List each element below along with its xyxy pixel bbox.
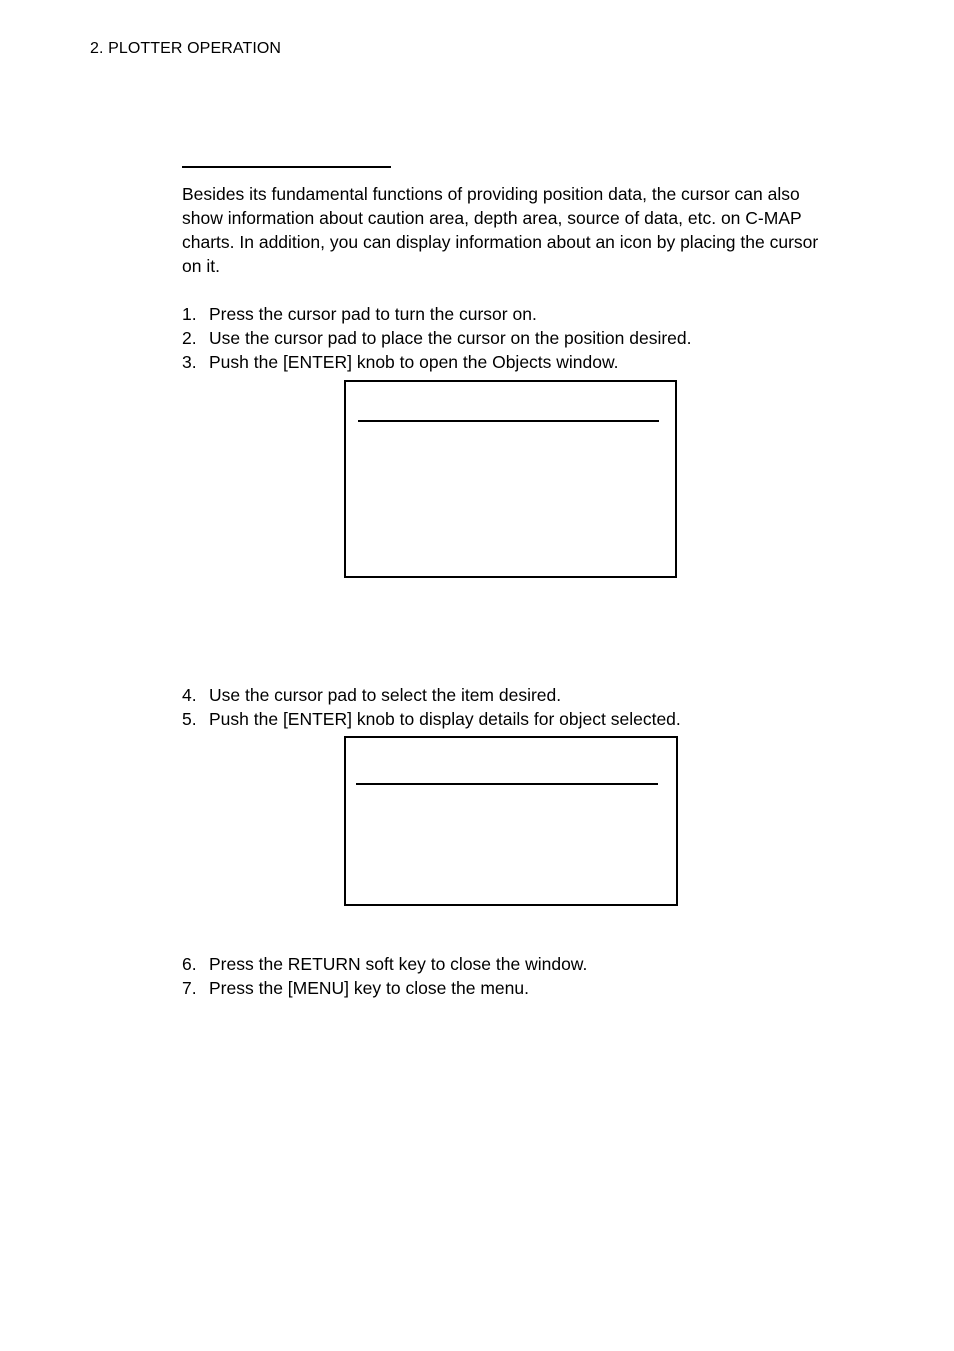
procedure-steps-1-3 bbox=[182, 302, 842, 374]
intro-paragraph: Besides its fundamental functions of providing position data, the cursor can also show information about caution area, depth area, source of data, etc. on C-MAP charts. In addition, you can display information about an icon by placing the cursor on it. bbox=[182, 184, 819, 276]
step-item bbox=[182, 976, 842, 1000]
step-text: Use the cursor pad to place the cursor on the position desired. bbox=[209, 328, 692, 348]
step-number: 4. bbox=[182, 685, 197, 705]
step-item bbox=[182, 350, 842, 374]
window-title-rule bbox=[358, 420, 659, 422]
section-title-rule bbox=[182, 166, 391, 168]
step-text: Use the cursor pad to select the item desired. bbox=[209, 685, 562, 705]
step-item bbox=[182, 302, 842, 326]
step-text: Press the cursor pad to turn the cursor on. bbox=[209, 304, 537, 324]
step-number: 7. bbox=[182, 978, 197, 998]
step-number: 1. bbox=[182, 304, 197, 324]
procedure-steps-6-7 bbox=[182, 952, 842, 1000]
objects-window-figure bbox=[344, 380, 677, 578]
step-item bbox=[182, 952, 842, 976]
step-text: Push the [ENTER] knob to display details for object selected. bbox=[209, 709, 681, 729]
page-header: 2. PLOTTER OPERATION bbox=[90, 40, 282, 57]
step-text: Push the [ENTER] knob to open the Objects window. bbox=[209, 352, 619, 372]
step-text: Press the RETURN soft key to close the window. bbox=[209, 954, 588, 974]
step-item bbox=[182, 707, 842, 731]
step-item bbox=[182, 326, 842, 350]
step-number: 5. bbox=[182, 709, 197, 729]
step-number: 3. bbox=[182, 352, 197, 372]
window-title-rule bbox=[356, 783, 658, 785]
step-number: 2. bbox=[182, 328, 197, 348]
procedure-steps-4-5 bbox=[182, 683, 842, 731]
step-text: Press the [MENU] key to close the menu. bbox=[209, 978, 529, 998]
object-details-window-figure bbox=[344, 736, 678, 906]
step-number: 6. bbox=[182, 954, 197, 974]
step-item bbox=[182, 683, 842, 707]
